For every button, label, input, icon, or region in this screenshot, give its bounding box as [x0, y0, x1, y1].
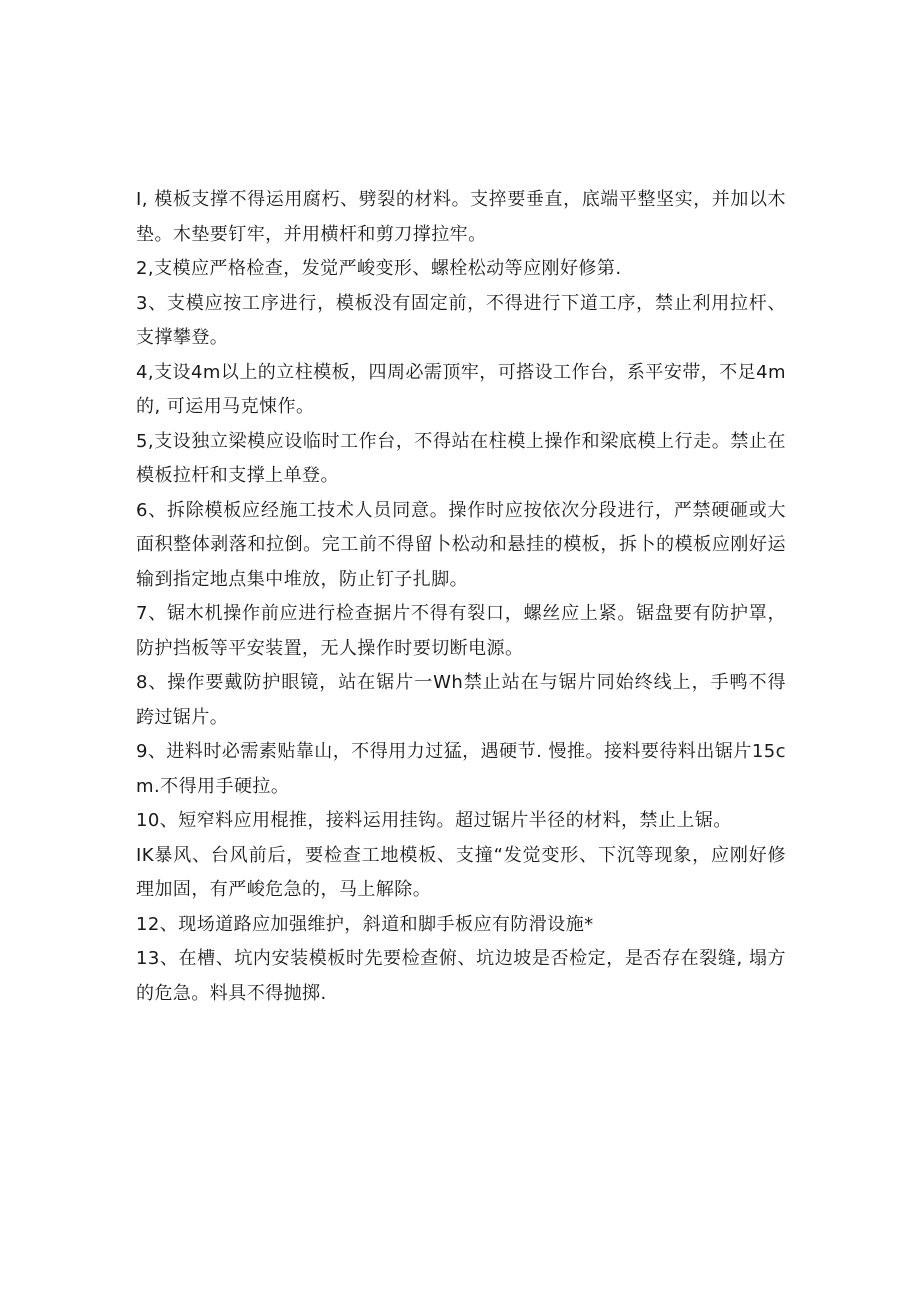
paragraph-13: 13、在槽、坑内安装模板时先要检查俯、坑边坡是否检定，是否存在裂缝, 塌方的危急。料具不得抛掷. [136, 948, 786, 1004]
paragraph-9: 9、进料时必需素贴靠山，不得用力过猛，遇硬节. 慢推。接料要待料出锯片15cm.不得用手硬拉。 [136, 741, 786, 797]
paragraph-1: I, 模板支撑不得运用腐朽、劈裂的材料。支捽要垂直，底端平整坚实，并加以木垫。木垫要钉牢，并用横杆和剪刀撑拉牢。 [136, 189, 786, 245]
document-body [136, 183, 786, 1011]
paragraph-8: 8、操作要戴防护眼镜，站在锯片一Wh禁止站在与锯片同始终线上，手鸭不得跨过锯片。 [136, 672, 786, 728]
paragraph-10: 10、短窄料应用棍推，接料运用挂钩。超过锯片半径的材料，禁止上锯。 [136, 810, 732, 831]
paragraph-7: 7、锯木机操作前应进行检查据片不得有裂口，螺丝应上紧。锯盘要有防护罩，防护挡板等平安装置，无人操作时要切断电源。 [136, 603, 786, 659]
paragraph-6: 6、拆除模板应经施工技术人员同意。操作时应按依次分段进行，严禁硬砸或大面积整体剥落和拉倒。完工前不得留卜松动和悬挂的模板，拆卜的模板应刚好运输到指定地点集中堆放，防止钉子扎脚。 [136, 499, 786, 590]
paragraph-3: 3、支模应按工序进行，模板没有固定前，不得进行下道工序，禁止利用拉杆、支撑攀登。 [136, 292, 786, 348]
paragraph-5: 5,支设独立梁模应设临时工作台，不得站在柱模上操作和梁底模上行走。禁止在模板拉杆和支撑上单登。 [136, 430, 786, 486]
paragraph-2: 2,支模应严格检查，发觉严峻变形、螺栓松动等应刚好修第. [136, 258, 622, 279]
paragraph-12: 12、现场道路应加强维护，斜道和脚手板应有防滑设施* [136, 913, 594, 935]
paragraph-11: IK暴风、台风前后，要检查工地模板、支撞“发觉变形、下沉等现象，应刚好修理加固，有严峻危急的，马上解除。 [136, 844, 786, 900]
paragraph-4: 4,支设4m以上的立柱模板，四周必需顶牢，可搭设工作台，系平安带，不足4m的, 可运用马克悚作。 [136, 361, 786, 417]
